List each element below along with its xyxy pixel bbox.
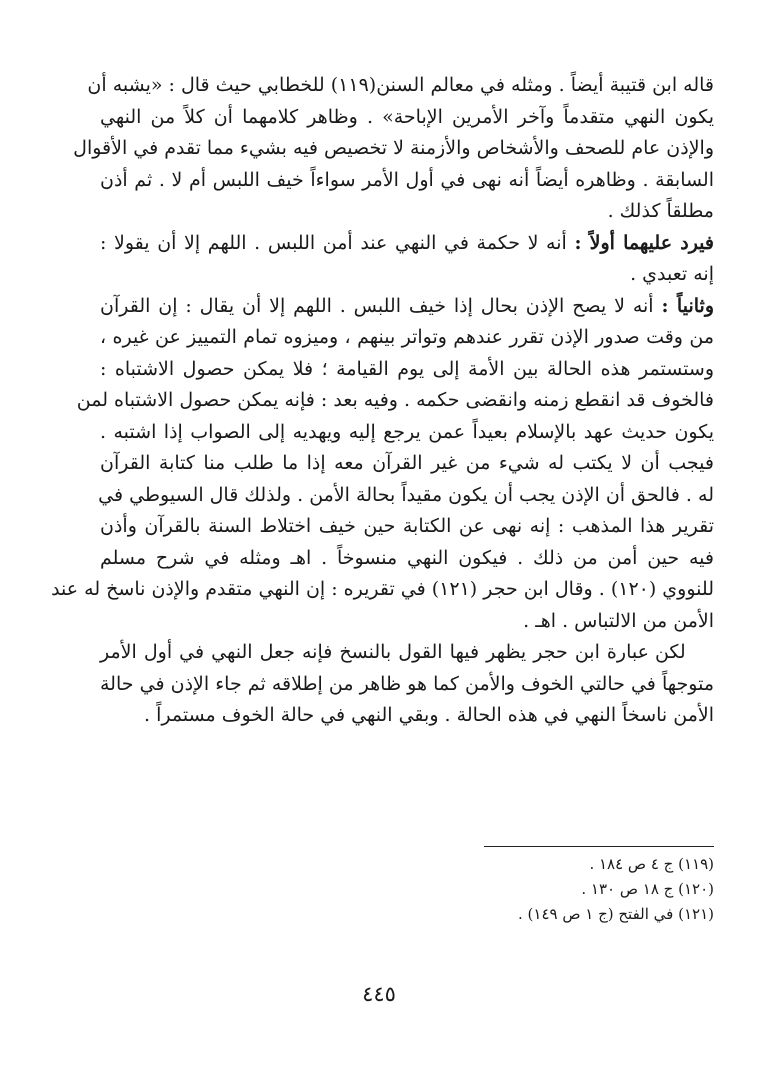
text-line-2 [100,102,714,134]
footnote-120: (١٢٠) ج ١٨ ص ١٣٠ . [581,880,714,898]
text-line-14-content: له . فالحق أن الإذن يجب أن يكون مقيداً بحالة الأمن . ولذلك قال السيوطي في [98,483,714,506]
text-line-12 [100,417,714,449]
text-line-7-content: إنه تعبدي . [630,263,714,285]
footnotes [314,852,714,927]
text-line-4 [100,165,714,197]
text-line-15 [100,511,714,543]
text-line-1 [87,70,714,102]
text-line-11 [76,385,714,417]
text-line-5-content: مطلقاً كذلك . [607,200,714,222]
text-line-18-content: الأمن من الالتباس . اهـ . [523,609,714,632]
text-line-13 [100,448,714,480]
text-line-3-content: والإذن عام للصحف والأشخاص والأزمنة لا تخصيص فيه بشيء مما تقدم في الأقوال [73,137,714,159]
main-text [51,70,714,732]
footnote-119: (١١٩) ج ٤ ص ١٨٤ . [589,855,714,873]
text-line-10-content: وستستمر هذه الحالة بين الأمة إلى يوم القيامة ؛ فلا يمكن حصول الاشتباه : [100,357,714,380]
text-line-13-content: فيجب أن لا يكتب له شيء من غير القرآن معه إذا ما طلب منا كتابة القرآن [100,452,714,474]
text-line-6 [100,228,714,260]
page-number: ٤٤٥ [362,982,396,1006]
text-line-16-content: فيه حين أمن من ذلك . فيكون النهي منسوخاً . اهـ ومثله في شرح مسلم [100,546,714,569]
text-line-6-content: أنه لا حكمة في النهي عند أمن اللبس . اللهم إلا أن يقولا : [100,231,575,254]
text-line-5 [100,196,714,228]
text-line-9 [100,322,714,354]
footnote-separator [484,846,714,847]
text-line-14 [100,480,714,512]
text-line-19-indent [686,641,714,663]
text-line-2-content: يكون النهي متقدماً وآخر الأمرين الإباحة» . وظاهر كلامهما أن كلاً من النهي [100,105,714,128]
text-line-20 [100,669,714,701]
text-line-18 [100,606,714,638]
text-line-21 [100,700,714,732]
text-line-8-content: أنه لا يصح الإذن بحال إذا خيف اللبس . اللهم إلا أن يقال : إن القرآن [100,294,662,317]
text-line-19 [100,637,714,669]
text-line-7 [100,259,714,291]
text-line-19-content: لكن عبارة ابن حجر يظهر فيها القول بالنسخ فإنه جعل النهي في أول الأمر [100,641,686,663]
text-line-6-lead: فيرد عليهما أولاً : [574,231,714,254]
text-line-11-content: فالخوف قد انقطع زمنه وانقضى حكمه . وفيه بعد : فإنه يمكن حصول الاشتباه لمن [76,389,714,411]
text-line-17 [51,574,714,606]
text-line-8 [100,291,714,323]
text-line-4-content: السابقة . وظاهره أيضاً أنه نهى في أول الأمر سواءاً خيف اللبس أم لا . ثم أذن [100,168,714,191]
text-line-15-content: تقرير هذا المذهب : إنه نهى عن الكتابة حين خيف اختلاط السنة بالقرآن وأذن [100,515,714,537]
text-line-12-content: يكون حديث عهد بالإسلام بعيداً عمن يرجع إليه ويهديه إلى الصواب إذا اشتبه . [100,420,714,443]
text-line-8-lead: وثانياً : [661,294,714,317]
text-line-21-content: الأمن ناسخاً النهي في هذه الحالة . وبقي النهي في حالة الخوف مستمراً . [144,704,714,726]
text-line-17-content: للنووي (١٢٠) . وقال ابن حجر (١٢١) في تقريره : إن النهي متقدم والإذن ناسخ له عند [51,578,714,600]
text-line-3 [73,133,714,165]
text-line-1-content: قاله ابن قتيبة أيضاً . ومثله في معالم السنن(١١٩) للخطابي حيث قال : «يشبه أن [87,74,714,96]
footnote-121: (١٢١) في الفتح (ج ١ ص ١٤٩) . [518,905,714,923]
text-line-10 [100,354,714,386]
text-line-9-content: من وقت صدور الإذن تقرر عندهم وتواتر بينهم ، وميزوه تمام التمييز عن غيره ، [100,326,714,348]
text-line-20-content: متوجهاً في حالتي الخوف والأمن كما هو ظاهر من إطلاقه ثم جاء الإذن في حالة [100,672,714,695]
text-line-16 [100,543,714,575]
